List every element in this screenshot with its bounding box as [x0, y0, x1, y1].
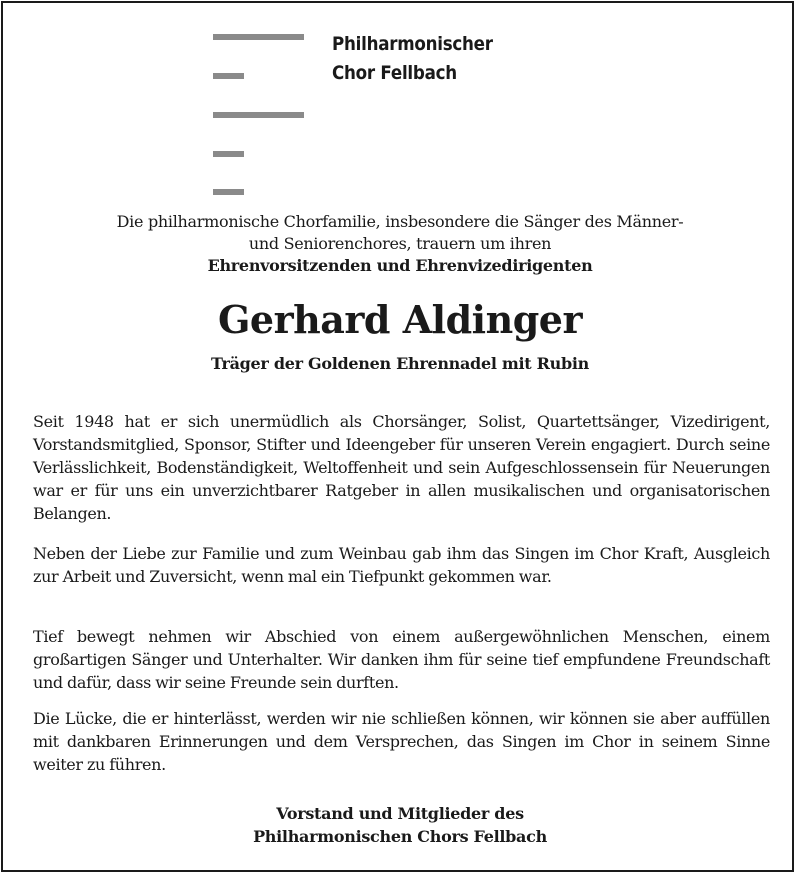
paragraph-legacy: Die Lücke, die er hinterlässt, werden wir nie schließen können, wir können sie aber auffüllen mit dankbaren Erinnerungen und dem Versprechen, das Singen im Chor in seinem Sinne weiter zu führen. — [33, 709, 770, 774]
signature-line-2: Philharmonischen Chors Fellbach — [253, 827, 547, 846]
logo-line-1: Philharmonischer — [332, 33, 493, 55]
logo-bar-short-2 — [213, 151, 244, 157]
intro-title-line: Ehrenvorsitzenden und Ehrenvizedirigenten — [207, 256, 593, 275]
logo-bar-long-1 — [213, 34, 304, 40]
signature-line-1: Vorstand und Mitglieder des — [276, 804, 524, 823]
honor-line: Träger der Goldenen Ehrennadel mit Rubin — [211, 354, 589, 373]
logo-line-2: Chor Fellbach — [332, 62, 457, 84]
deceased-name: Gerhard Aldinger — [217, 297, 583, 342]
paragraph-family: Neben der Liebe zur Familie und zum Weinbau gab ihm das Singen im Chor Kraft, Ausgleich zur Arbeit und Zuversicht, wenn mal ein Tiefpunkt gekommen war. — [33, 544, 770, 586]
logo-bar-short-1 — [213, 73, 244, 79]
logo-bar-short-3 — [213, 189, 244, 195]
paragraph-farewell: Tief bewegt nehmen wir Abschied von einem außergewöhnlichen Menschen, einem großartigen Sänger und Unterhalter. Wir danken ihm für seine tief empfundene Freundschaft und dafür, dass wir seine Freunde sein durften. — [33, 627, 770, 692]
paragraph-career: Seit 1948 hat er sich unermüdlich als Chorsänger, Solist, Quartettsänger, Vizedirigent, Vorstandsmitglied, Sponsor, Stifter und Ideengeber für unseren Verein engagiert. Durch seine Verlässlichkeit, Bodenständigkeit, Weltoffenheit und sein Aufgeschlossensein für Neuerungen war er für uns ein unverzichtbarer Ratgeber in allen musikalischen und organisatorischen Belangen. — [33, 412, 770, 523]
logo-bar-long-2 — [213, 112, 304, 118]
intro-line-1: Die philharmonische Chorfamilie, insbesondere die Sänger des Männer- — [116, 212, 684, 231]
intro-line-2: und Seniorenchores, trauern um ihren — [248, 234, 552, 253]
choir-logo-text — [332, 30, 493, 88]
intro-block — [0, 211, 800, 277]
signature-block — [0, 802, 800, 848]
